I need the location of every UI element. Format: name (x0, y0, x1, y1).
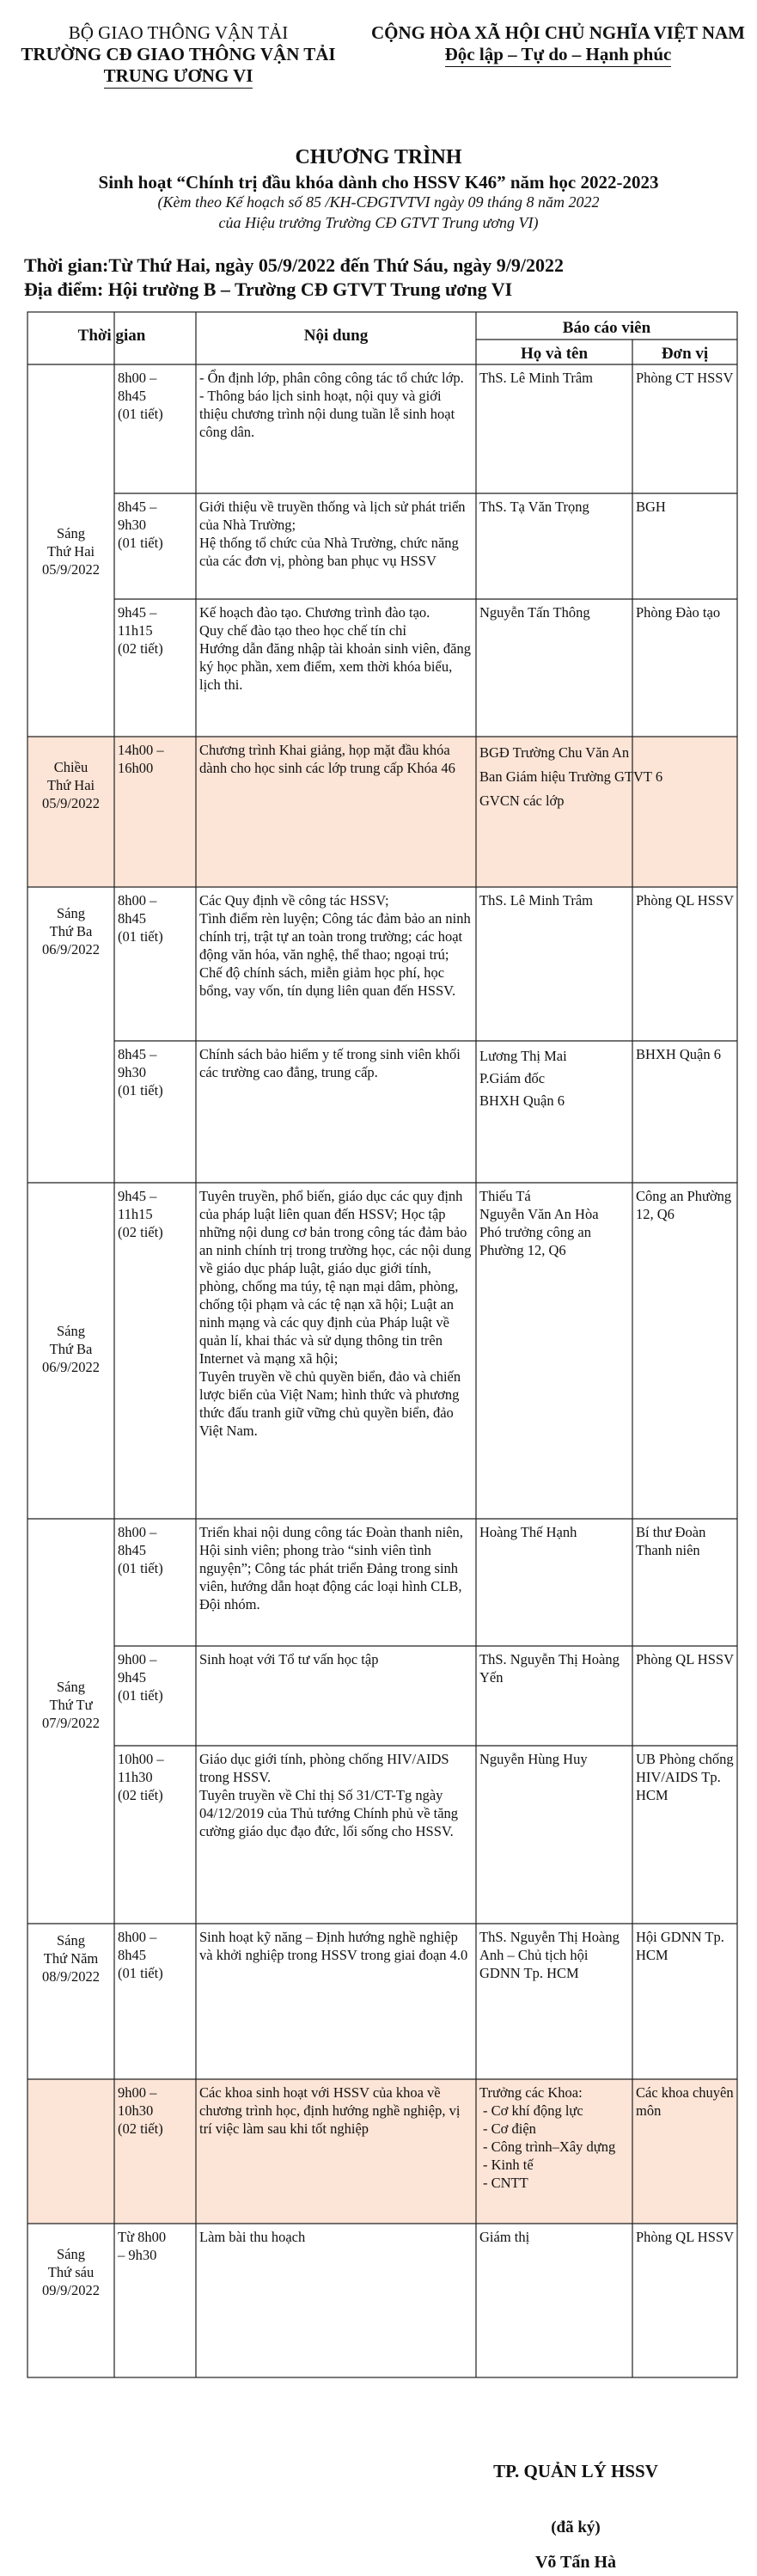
faculty-item: - Cơ điện (483, 2120, 629, 2138)
row-speaker-unit: UB Phòng chống HIV/AIDS Tp. HCM (636, 1751, 734, 1803)
row-speaker-unit: Phòng QL HSSV (636, 892, 734, 909)
row-time: 8h45 – 9h30 (01 tiết) (118, 499, 163, 551)
row-time: 8h00 – 8h45 (01 tiết) (118, 370, 163, 422)
row-content: Các Quy định về công tác HSSV; Tình điểm rèn luyện; Công tác đảm bảo an ninh chính trị, trật tự an toàn trong trường; các hoạt động văn hóa, văn nghệ, thể thao; ngoại trú; Chế độ chính sách, miễn giảm học phí, học bổng, vay vốn, tín dụng liên quan đến HSSV. (199, 892, 471, 999)
row-content: Giáo dục giới tính, phòng chống HIV/AIDS trong HSSV. Tuyên truyền về Chỉ thị Số 31/CT-Tg ngày 04/12/2019 của Thủ tướng Chính phủ về tăng cường giáo dục đạo đức, lối sống cho HSSV. (199, 1751, 459, 1839)
faculty-list (479, 2102, 629, 2192)
row-speaker-name: Nguyễn Hùng Huy (479, 1751, 588, 1767)
row-content: Giới thiệu về truyền thống và lịch sử phát triển của Nhà Trường; Hệ thống tổ chức của Nhà Trường, chức năng của các đơn vị, phòng ban phục vụ HSSV (199, 499, 466, 569)
row-content: - Ổn định lớp, phân công công tác tổ chức lớp. - Thông báo lịch sinh hoạt, nội quy và giới thiệu chương trình nội dung tuần lễ sinh hoạt công dân. (199, 370, 464, 440)
row-speaker-unit: Phòng QL HSSV (636, 2229, 734, 2245)
school-name-line2: TRUNG ƯƠNG VI (104, 65, 253, 89)
reference-note-1: (Kèm theo Kế hoạch số 85 /KH-CĐGTVTVI ngày 09 tháng 8 năm 2022 (157, 193, 600, 211)
row-speaker-name: Nguyễn Tấn Thông (479, 604, 590, 621)
day-label: Chiều Thứ Hai 05/9/2022 (42, 759, 100, 811)
row-time: 8h45 – 9h30 (01 tiết) (118, 1046, 163, 1098)
row-speaker-unit: Hội GDNN Tp. HCM (636, 1929, 724, 1963)
row-content: Kế hoạch đào tạo. Chương trình đào tạo. Quy chế đào tạo theo học chế tín chỉ Hướng dẫn đăng nhập tài khoản sinh viên, đăng ký học phần, xem điểm, xem thời khóa biểu, lịch thi. (199, 604, 471, 693)
row-time: 9h00 – 10h30 (02 tiết) (118, 2084, 163, 2137)
faculty-item: - Cơ khí động lực (483, 2102, 629, 2120)
day-label: Sáng Thứ Tư 07/9/2022 (42, 1679, 100, 1731)
schedule-place: Địa điểm: Hội trường B – Trường CĐ GTVT Trung ương VI (24, 278, 513, 300)
row-content: Sinh hoạt kỹ năng – Định hướng nghề nghiệp và khởi nghiệp trong HSSV trong giai đoạn 4.0 (199, 1929, 468, 1963)
row-speaker-name: Hoàng Thế Hạnh (479, 1524, 577, 1540)
row-time: 9h45 – 11h15 (02 tiết) (118, 1188, 163, 1240)
row-speaker-name (476, 2082, 632, 2194)
row-speaker-name: ThS. Tạ Văn Trọng (479, 499, 589, 515)
row-speaker-unit: BHXH Quận 6 (636, 1046, 721, 1062)
row-time: 9h00 – 9h45 (01 tiết) (118, 1651, 163, 1704)
row-speaker-unit: Phòng CT HSSV (636, 370, 734, 386)
row-speaker-name: ThS. Lê Minh Trâm (479, 892, 594, 909)
signature-status: (đã ký) (551, 2518, 601, 2536)
row-content: Chương trình Khai giảng, họp mặt đầu khóa dành cho học sinh các lớp trung cấp Khóa 46 (199, 742, 455, 776)
row-speaker-name: Lương Thị Mai P.Giám đốc BHXH Quận 6 (479, 1048, 567, 1109)
row-speaker-name: ThS. Nguyễn Thị Hoàng Yến (479, 1651, 620, 1686)
faculty-item: - Kinh tế (483, 2156, 629, 2174)
row-content: Tuyên truyền, phổ biến, giáo dục các quy định của pháp luật liên quan đến HSSV; Học tập những nội dung cơ bản trong công tác đảm bảo an ninh chính trị trong trường học, các nội dung về giáo dục pháp luật, giáo dục giới tính, phòng, chống ma túy, tệ nạn mại dâm, phòng, chống tội phạm và các tệ nạn xã hội; Luật an ninh mạng và các quy định của Pháp luật về quản lí, khai thác và sử dụng thông tin trên Internet và mạng xã hội; Tuyên truyền về chủ quyền biển, đảo và chiến lược biển của Việt Nam; hình thức và phương thức đấu tranh giữ vững chủ quyền biển, đảo Việt Nam. (199, 1188, 472, 1439)
reference-note-2: của Hiệu trưởng Trường CĐ GTVT Trung ương VI) (218, 214, 539, 231)
faculty-item: - CNTT (483, 2174, 629, 2192)
row-speaker-name: Giám thị (479, 2229, 530, 2245)
ministry-name: BỘ GIAO THÔNG VẬN TẢI (68, 22, 289, 43)
row-speaker-unit: Phòng Đào tạo (636, 604, 721, 621)
header-speaker: Báo cáo viên (562, 319, 651, 337)
day-label: Sáng Thứ sáu 09/9/2022 (42, 2246, 100, 2298)
national-motto: Độc lập – Tự do – Hạnh phúc (445, 44, 672, 67)
signature-name: Võ Tấn Hà (534, 2553, 617, 2572)
row-content: Làm bài thu hoạch (199, 2229, 306, 2245)
row-content: Triển khai nội dung công tác Đoàn thanh niên, Hội sinh viên; phong trào “sinh viên tình nguyện”; Công tác phát triển Đảng trong sinh viên, hướng dẫn hoạt động các loại hình CLB, Đội nhóm. (199, 1524, 463, 1612)
row-time: 8h00 – 8h45 (01 tiết) (118, 1929, 163, 1981)
row-time: 8h00 – 8h45 (01 tiết) (118, 892, 163, 945)
row-time: Từ 8h00 – 9h30 (118, 2229, 167, 2263)
document-title: CHƯƠNG TRÌNH (295, 146, 462, 168)
document-subtitle: Sinh hoạt “Chính trị đầu khóa dành cho HSSV K46” năm học 2022-2023 (98, 172, 659, 193)
row-content: Các khoa sinh hoạt với HSSV của khoa về chương trình học, định hướng nghề nghiệp, vị trí việc làm sau khi tốt nghiệp (199, 2084, 461, 2137)
row-speaker-name: BGĐ Trường Chu Văn An Ban Giám hiệu Trường GTVT 6 GVCN các lớp (479, 744, 663, 809)
row-speaker-name: Thiếu Tá Nguyễn Văn An Hòa Phó trưởng công an Phường 12, Q6 (479, 1188, 599, 1258)
row-speaker-unit: Bí thư Đoàn Thanh niên (636, 1524, 706, 1558)
header-name: Họ và tên (520, 345, 589, 363)
row-time: 9h45 – 11h15 (02 tiết) (118, 604, 163, 657)
row-speaker-unit: Các khoa chuyên môn (636, 2084, 734, 2119)
national-title: CỘNG HÒA XÃ HỘI CHỦ NGHĨA VIỆT NAM (370, 22, 746, 43)
row-speaker-name: ThS. Nguyễn Thị Hoàng Anh – Chủ tịch hội GDNN Tp. HCM (479, 1929, 620, 1981)
row-content: Chính sách bảo hiểm y tế trong sinh viên khối các trường cao đẳng, trung cấp. (199, 1046, 461, 1080)
day-label: Sáng Thứ Ba 06/9/2022 (42, 905, 100, 958)
day-label: Sáng Thứ Ba 06/9/2022 (42, 1323, 100, 1375)
row-time: 8h00 – 8h45 (01 tiết) (118, 1524, 163, 1576)
signature-title: TP. QUẢN LÝ HSSV (493, 2461, 658, 2481)
row-time: 10h00 – 11h30 (02 tiết) (118, 1751, 164, 1803)
row-speaker-unit: BGH (636, 499, 666, 515)
school-name: TRƯỜNG CĐ GIAO THÔNG VẬN TẢI (21, 44, 336, 64)
header-content: Nội dung (303, 327, 369, 345)
header-time: Thời gian (77, 327, 146, 345)
day-label: Sáng Thứ Năm 08/9/2022 (42, 1932, 100, 1985)
row-speaker-unit: Phòng QL HSSV (636, 1651, 734, 1667)
schedule-time: Thời gian:Từ Thứ Hai, ngày 05/9/2022 đến Thứ Sáu, ngày 9/9/2022 (24, 254, 565, 276)
header-unit: Đơn vị (661, 345, 709, 363)
faculty-heads-title: Trưởng các Khoa: (479, 2084, 583, 2101)
day-label: Sáng Thứ Hai 05/9/2022 (42, 525, 100, 578)
faculty-item: - Công trình–Xây dựng (483, 2138, 629, 2156)
row-content: Sinh hoạt với Tổ tư vấn học tập (199, 1651, 379, 1667)
row-speaker-name: ThS. Lê Minh Trâm (479, 370, 594, 386)
row-time: 14h00 – 16h00 (118, 742, 164, 776)
row-speaker-unit: Công an Phường 12, Q6 (636, 1188, 732, 1222)
